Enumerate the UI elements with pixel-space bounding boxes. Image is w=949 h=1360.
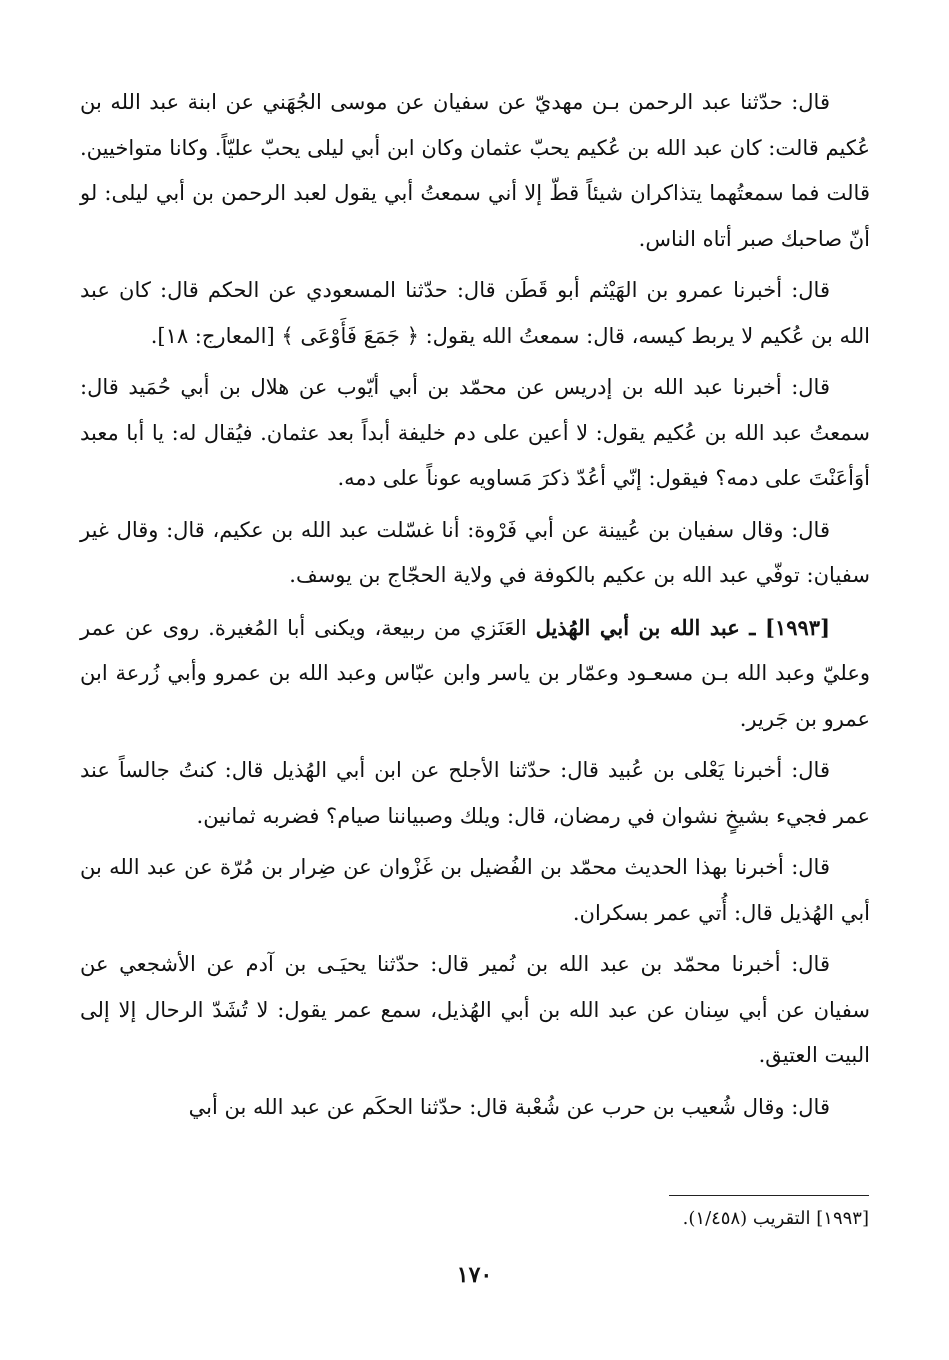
footnote: [١٩٩٣] التقريب (١/٤٥٨). — [682, 1208, 869, 1229]
paragraph-2: قال: أخبرنا عمرو بن الهَيْثم أبو قَطَن قال: حدّثنا المسعودي عن الحكم قال: كان عبد الله بن عُكيم لا يربط كيسه، قال: سمعتُ الله يقول: ﴿ جَمَعَ فَأَوْعَى ﴾ [المعارج: ١٨]. — [80, 278, 870, 348]
paragraph-8: قال: أخبرنا محمّد بن عبد الله بن نُمير قال: حدّثنا يحيَـى بن آدم عن الأشجعي عن سفيان عن أبي سِنان عن عبد الله بن أبي الهُذيل، سمع عمر يقول: لا تُشَدّ الرحال إلا إلى البيت العتيق. — [80, 952, 870, 1067]
biography-entry — [80, 605, 870, 743]
paragraph-3: قال: أخبرنا عبد الله بن إدريس عن محمّد بن أبي أيّوب عن هلال بن أبي حُمَيد قال: سمعتُ عبد الله بن عُكيم يقول: لا أعين على دم خليفة أبداً بعد عثمان. فيُقال له: يا أبا معبد أوَأعَنْتَ على دمه؟ فيقول: إنّي أعُدّ ذكرَ مَساويه عوناً على دمه. — [80, 375, 870, 490]
footnote-divider — [669, 1195, 869, 1196]
paragraph-7: قال: أخبرنا بهذا الحديث محمّد بن الفُضيل بن غَزْوان عن ضِرار بن مُرّة عن عبد الله بن أبي الهُذيل قال: أُتي عمر بسكران. — [80, 855, 870, 925]
paragraph-1: قال: حدّثنا عبد الرحمن بـن مهديّ عن سفيان عن موسى الجُهَني عن ابنة عبد الله بن عُكيم قالت: كان عبد الله بن عُكيم يحبّ عثمان وكان ابن أبي ليلى يحبّ عليّاً. وكانا متواخيين. قالت فما سمعتُهما يتذاكران شيئاً قطّ إلا أني سمعتُ أبي يقول لعبد الرحمن بن أبي ليلى: لو أنّ صاحبك صبر أتاه الناس. — [80, 90, 870, 251]
paragraph-6: قال: أخبرنا يَعْلى بن عُبيد قال: حدّثنا الأجلح عن ابن أبي الهُذيل قال: كنتُ جالساً عند عمر فجيء بشيخٍ نشوان في رمضان، قال: ويلك وصبياننا صيام؟ فضربه ثمانين. — [80, 758, 870, 828]
entry-text: العَنَزي من ربيعة، ويكنى أبا المُغيرة. روى عن عمر وعليّ وعبد الله بـن مسعـود وعمّار بن ياسر وابن عبّاس وعبد الله بن عمرو وأبي زُرعة ابن عمرو بن جَرير. — [80, 615, 870, 731]
book-page — [80, 80, 870, 1136]
paragraph-4: قال: وقال سفيان بن عُيينة عن أبي فَرْوة: أنا غسّلت عبد الله بن عكيم، قال: وقال غير سفيان: توفّي عبد الله بن عكيم بالكوفة في ولاية الحجّاج بن يوسف. — [80, 517, 870, 587]
page-number: ١٧٠ — [456, 1262, 493, 1288]
entry-heading: [١٩٩٣] ـ عبد الله بن أبي الهُذيل — [535, 614, 830, 640]
paragraph-9: قال: وقال شُعيب بن حرب عن شُعْبة قال: حدّثنا الحكَم عن عبد الله بن أبي — [188, 1094, 830, 1119]
